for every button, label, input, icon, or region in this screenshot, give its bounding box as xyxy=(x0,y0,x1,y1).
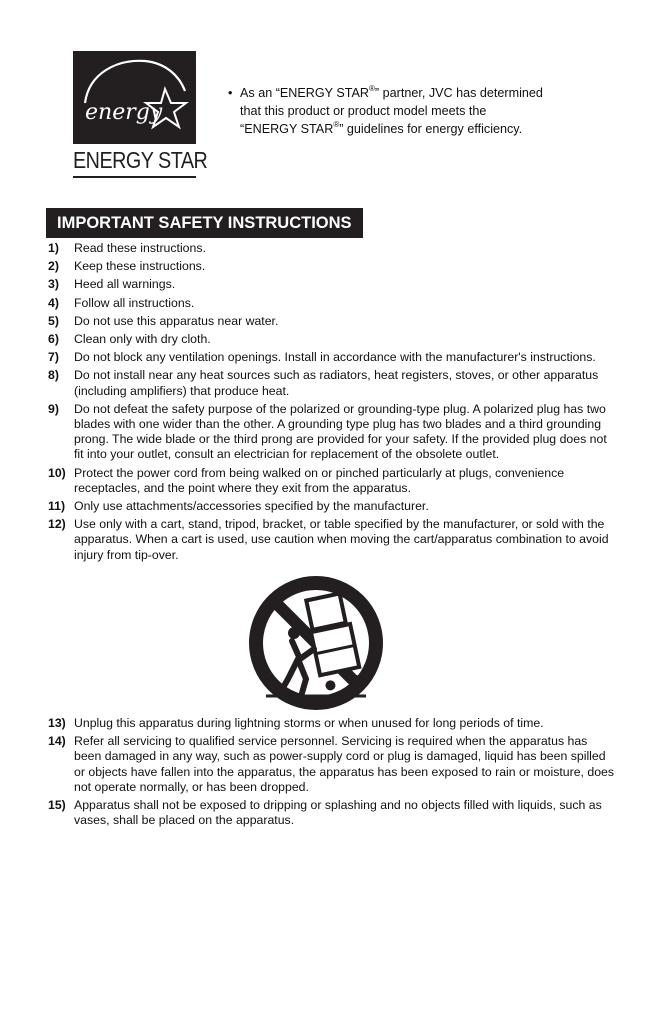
energy-star-logo-icon xyxy=(73,51,196,144)
instructions-list-bottom xyxy=(48,716,618,831)
list-item: 9) Do not defeat the safety purpose of the polarized or grounding-type plug. A polarized plug has two blades with one wider than the other. A grounding type plug has two blades and a third grounding prong. The wide blade or the third prong are provided for your safety. If the provided plug does not fit into your outlet, consult an electrician for replacement of the obsolete outlet. xyxy=(48,401,607,462)
energy-star-logo xyxy=(73,51,196,144)
energy-star-note xyxy=(228,84,608,138)
list-item: 4) Follow all instructions. xyxy=(48,295,195,310)
list-item: 13) Unplug this apparatus during lightning storms or when unused for long periods of time. xyxy=(48,716,544,730)
list-item: 6) Clean only with dry cloth. xyxy=(48,332,211,347)
list-item: 3) Heed all warnings. xyxy=(48,277,176,292)
list-item: 14) Refer all servicing to qualified service personnel. Servicing is required when the apparatus has been damaged in any way, such as power-supply cord or plug is damaged, liquid has been spilled or objects have fallen into the apparatus, the apparatus has been exposed to rain or moisture, does not operate normally, or has been dropped. xyxy=(48,734,615,794)
note-line-3: “ENERGY STAR®” guidelines for energy efficiency. xyxy=(240,119,523,136)
cart-tip-over-warning-icon xyxy=(248,575,384,711)
logo-divider xyxy=(73,176,196,178)
list-item: 11) Only use attachments/accessories specified by the manufacturer. xyxy=(48,499,429,514)
instructions-list-top xyxy=(48,241,618,566)
section-heading: IMPORTANT SAFETY INSTRUCTIONS xyxy=(46,208,363,238)
list-item: 5) Do not use this apparatus near water. xyxy=(48,313,279,328)
list-item: 12) Use only with a cart, stand, tripod, bracket, or table specified by the manufacturer, or sold with the apparatus. When a cart is used, use caution when moving the cart/apparatus combination to avoid injury from tip-over. xyxy=(48,517,609,562)
list-item: 7) Do not block any ventilation openings. Install in accordance with the manufacturer's instructions. xyxy=(48,350,596,365)
list-item: 15) Apparatus shall not be exposed to dripping or splashing and no objects filled with liquids, such as vases, shall be placed on the apparatus. xyxy=(48,798,602,828)
list-item: 10) Protect the power cord from being walked on or pinched particularly at plugs, convenience receptacles, and the point where they exit from the apparatus. xyxy=(48,465,565,495)
energy-script-text: energy xyxy=(85,100,163,125)
energy-star-wordmark: ENERGY STAR xyxy=(73,147,208,173)
list-item: 2) Keep these instructions. xyxy=(48,259,206,274)
list-item: 1) Read these instructions. xyxy=(48,241,206,255)
note-bullet: • xyxy=(228,86,233,100)
list-item: 8) Do not install near any heat sources such as radiators, heat registers, stoves, or other apparatus (including amplifiers) that produce heat. xyxy=(48,368,599,398)
note-line-2: that this product or product model meets the xyxy=(240,104,487,118)
note-line-1: As an “ENERGY STAR®” partner, JVC has determined xyxy=(240,83,543,100)
